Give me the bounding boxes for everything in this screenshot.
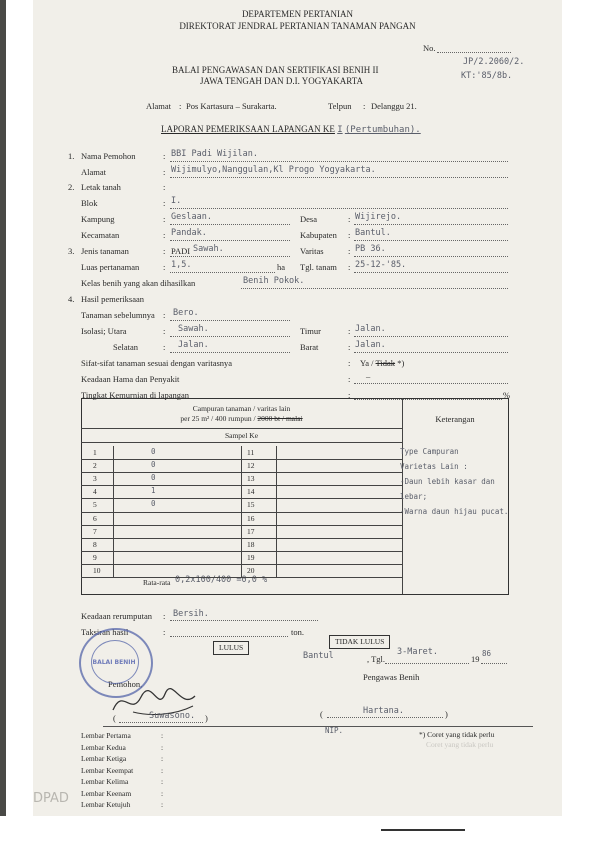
sample-number: 5: [93, 500, 97, 510]
pengawas-nip: NIP.: [325, 726, 344, 735]
place: Bantul: [303, 651, 334, 661]
keterangan-label: Keterangan: [435, 414, 475, 424]
sample-number: 4: [93, 487, 97, 497]
sample-number: 14: [247, 487, 255, 497]
taksiran-label: Taksiran hasil: [81, 627, 129, 637]
distribution-item: Lembar Kedua: [81, 742, 126, 752]
kelas-value: Benih Pokok.: [243, 276, 305, 286]
lulus-box: LULUS: [213, 641, 249, 655]
selatan-value: Jalan.: [178, 340, 209, 350]
distribution-item: Lembar Pertama: [81, 731, 131, 740]
jenis-hand: Sawah.: [193, 244, 224, 254]
sample-value: 1: [151, 486, 156, 496]
kecamatan-value: Pandak.: [171, 228, 207, 238]
blok-label: Blok: [81, 198, 98, 208]
sample-number: 12: [247, 461, 255, 471]
sample-value: 0: [151, 499, 156, 509]
kelas-label: Kelas benih yang akan dihasilkan: [81, 278, 196, 288]
rata-label: Rata-rata: [143, 578, 171, 587]
kemurnian-label: Tingkat Kemurnian di lapangan: [81, 390, 190, 400]
sample-number: 8: [93, 539, 97, 549]
sample-number: 7: [93, 526, 97, 536]
directorate-title: DIREKTORAT JENDRAL PERTANIAN TANAMAN PANGAN: [179, 21, 416, 31]
keterangan-note: lebar;: [400, 492, 428, 501]
scan-edge: [0, 0, 6, 816]
tidak-lulus-box: TIDAK LULUS: [329, 635, 390, 649]
luas-value: 1,5.: [171, 260, 192, 270]
keterangan-note: Type Campuran: [400, 447, 459, 456]
sifat-value: Ya / Tidak *): [360, 358, 405, 368]
document-page: DEPARTEMEN PERTANIAN DIREKTORAT JENDRAL PERTANIAN TANAMAN PANGAN No. JP/2.2060/2. KT:'85/8b. BALAI PENGAWASAN DAN SERTIFIKASI BENIH II JAWA TENGAH DAN D.I. YOGYAKARTA Alamat : Pos Kartasura – Surakarta. Telpun : Delanggu 21. LAPORAN PEMERIKSAAN LAPANGAN KE I (Pertumbuhan). 1. Nama Pemohon : BBI Padi Wijilan. Alamat : Wijimulyo,Nanggulan,Kl Progo Yogyakarta. 2. Letak tanah : Blok : I. Kampung : Geslaan. Desa : Wijirejo. Kecamatan : Pandak. Kabupaten : Bantul. 3. Jenis tanaman : PADI Sawah. Varitas : PB 36. Luas pertanaman : 1,5. ha Tgl. tanam : 25-12-'85. Kelas benih yang akan dihasilkan Benih Pokok. 4. Hasil pemeriksaan Tanaman sebelumnya : Bero. Isolasi; Utara : Sawah. Timur : Jalan. Selatan : Jalan. Barat : Jalan. Sifat-sifat tanaman sesuai dengan varitasnya : Ya / Tidak *) Keadaan Hama dan Penyakit : – Tingkat Kemurnian di lapangan : % Campuran tanaman / varitas lain per 25 m² / 400 rumpun / 2000 bt / malai Keterangan Sampel Ke Rata-rata 0,2x100/400 =0,0 % Keadaan rerumputan : Bersih. Taksiran hasil : ton. LULUS TIDAK LULUS Bantul , Tgl. 3-Maret. 19 86 Pengawas Benih Pemohon, ( Suwasono. ) ( Hartana. ) NIP. *) Coret yang tidak perlu Coret yang tidak perlu BALAI BENIH DPAD 1 0 11 2 0 12 3 0 13 4 1 14 5 0 15 6 16 7 17 8 18 9 19 10 20 Type Campuran Varietas Lain : -Daun lebih kasar dan lebar; -Warna daun hijau pucat. Lembar Pertama : Lembar Kedua : Lembar Ketiga : Lembar Keempat : Lembar Kelima : Lembar Keenam : Lembar Ketujuh :: [33, 0, 562, 816]
hasil-label: Hasil pemeriksaan: [81, 294, 145, 304]
alamat-field-label: Alamat: [81, 167, 107, 177]
sample-number: 16: [247, 513, 255, 523]
rata-value: 0,2x100/400 =0,0 %: [175, 575, 268, 585]
varitas-label: Varitas: [300, 246, 324, 256]
report-title: LAPORAN PEMERIKSAAN LAPANGAN KE I (Pertumbuhan).: [161, 124, 421, 135]
sample-number: 18: [247, 539, 255, 549]
keterangan-note: -Daun lebih kasar dan: [400, 477, 495, 486]
watermark: DPAD: [33, 791, 69, 806]
tgl-tanam-label: Tgl. tanam: [300, 262, 337, 272]
sampel-label: Sampel Ke: [224, 431, 259, 440]
sample-number: 2: [93, 461, 97, 471]
luas-label: Luas pertanaman: [81, 262, 140, 272]
selatan-label: Selatan: [113, 342, 139, 352]
sign-date: 3-Maret.: [397, 647, 438, 657]
desa-value: Wijirejo.: [355, 212, 402, 222]
distribution-item: Lembar Ketujuh: [81, 800, 131, 809]
pengawas-name: Hartana.: [363, 706, 404, 716]
official-stamp: BALAI BENIH: [79, 628, 153, 698]
tanaman-value: Bero.: [173, 308, 199, 318]
nama-label: Nama Pemohon: [81, 151, 136, 161]
no-value: JP/2.2060/2.: [463, 57, 525, 67]
jenis-label: Jenis tanaman: [81, 246, 129, 256]
sample-value: 0: [151, 460, 156, 470]
telpun-label: Telpun: [328, 101, 352, 111]
nama-value: BBI Padi Wijilan.: [171, 149, 258, 159]
keterangan-note: Varietas Lain :: [400, 462, 468, 471]
kabupaten-value: Bantul.: [355, 228, 391, 238]
utara-value: Sawah.: [178, 324, 209, 334]
distribution-item: Lembar Ketiga: [81, 754, 127, 763]
sample-number: 10: [93, 565, 101, 575]
kemurnian-percent: %: [503, 390, 511, 400]
letak-label: Letak tanah: [81, 182, 121, 192]
rerumputan-label: Keadaan rerumputan: [81, 611, 153, 621]
tgl-tanam-value: 25-12-'85.: [355, 260, 407, 270]
kampung-label: Kampung: [81, 214, 115, 224]
sample-number: 3: [93, 474, 97, 484]
sample-number: 9: [93, 552, 97, 562]
table-head-2: per 25 m² / 400 rumpun / 2000 bt / malai: [180, 414, 303, 423]
sample-number: 11: [247, 448, 255, 457]
distribution-item: Lembar Keempat: [81, 765, 134, 775]
kecamatan-label: Kecamatan: [81, 230, 120, 240]
timur-label: Timur: [300, 326, 321, 336]
varitas-value: PB 36.: [355, 244, 386, 254]
hama-label: Keadaan Hama dan Penyakit: [81, 374, 180, 384]
sample-number: 19: [247, 552, 255, 562]
tanaman-label: Tanaman sebelumnya: [81, 310, 155, 320]
hama-value: –: [366, 371, 371, 381]
pemohon-label: Pemohon,: [108, 679, 143, 689]
sample-number: 17: [247, 526, 255, 536]
sample-number: 6: [93, 513, 97, 523]
distribution-item: Lembar Kelima: [81, 777, 129, 786]
sample-number: 20: [247, 565, 255, 575]
tgl-label: , Tgl.: [367, 654, 386, 664]
barat-value: Jalan.: [355, 340, 386, 350]
dept-title: DEPARTEMEN PERTANIAN: [241, 9, 354, 19]
sample-value: 0: [151, 473, 156, 483]
kt-value: KT:'85/8b.: [461, 71, 513, 81]
isolasi-label: Isolasi; Utara: [81, 326, 127, 336]
balai-title: BALAI PENGAWASAN DAN SERTIFIKASI BENIH II: [172, 65, 379, 75]
pengawas-label: Pengawas Benih: [363, 672, 420, 682]
alamat-field-value: Wijimulyo,Nanggulan,Kl Progo Yogyakarta.: [171, 165, 376, 175]
footer-rule: [381, 829, 465, 831]
barat-label: Barat: [300, 342, 319, 352]
no-label: No.: [423, 43, 436, 53]
region-title: JAWA TENGAH DAN D.I. YOGYAKARTA: [200, 76, 364, 86]
desa-label: Desa: [300, 214, 317, 224]
distribution-item: Lembar Keenam: [81, 788, 132, 798]
taksiran-unit: ton.: [291, 627, 304, 637]
rerumputan-value: Bersih.: [173, 609, 209, 619]
sifat-label: Sifat-sifat tanaman sesuai dengan varitasnya: [81, 358, 233, 368]
jenis-value: PADI: [171, 246, 191, 256]
luas-unit: ha: [277, 262, 286, 272]
kampung-value: Geslaan.: [171, 212, 212, 222]
keterangan-note: -Warna daun hijau pucat.: [400, 507, 509, 516]
sample-number: 15: [247, 500, 255, 510]
sample-number: 1: [93, 448, 97, 457]
alamat-value: Pos Kartasura – Surakarta.: [186, 101, 277, 111]
kabupaten-label: Kabupaten: [300, 230, 337, 240]
table-head-1: Campuran tanaman / varitas lain: [192, 404, 291, 413]
timur-value: Jalan.: [355, 324, 386, 334]
coret-note-faint: Coret yang tidak perlu: [426, 740, 494, 749]
telpun-value: Delanggu 21.: [371, 101, 417, 111]
sample-value: 0: [151, 447, 156, 456]
sample-number: 13: [247, 474, 255, 484]
coret-note: *) Coret yang tidak perlu: [419, 730, 495, 739]
alamat-label: Alamat: [146, 101, 172, 111]
sign-year: 86: [482, 649, 492, 658]
pemohon-name: Suwasono.: [149, 711, 196, 721]
blok-value: I.: [171, 196, 182, 206]
